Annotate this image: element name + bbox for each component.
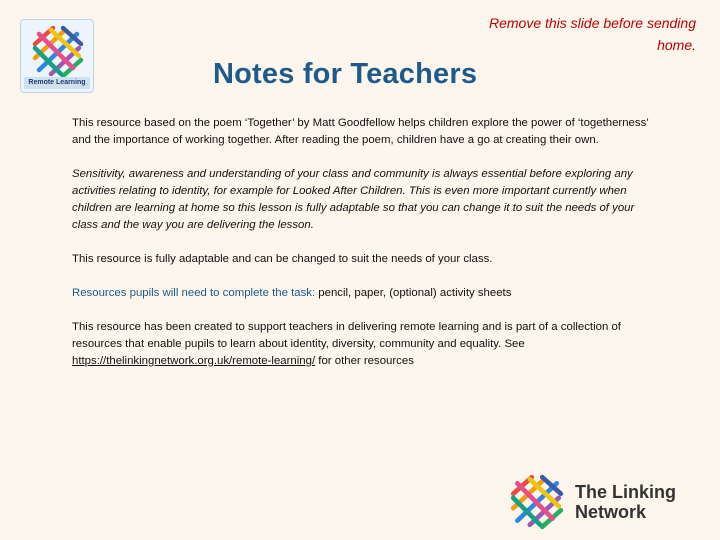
- support-paragraph: [72, 319, 662, 370]
- task-label: Resources pupils will need to complete the task:: [72, 287, 316, 299]
- remote-learning-badge: [20, 19, 94, 93]
- remove-slide-warning: Remove this slide before sending home.: [488, 15, 696, 53]
- sensitivity-paragraph: Sensitivity, awareness and understanding of your class and community is always essential before exploring any activities relating to identity, for example for Looked After Children. This is even more important currently when children are learning at home so this lesson is fully adaptable so that you can change it to suit the needs of your class and the way you are delivering the lesson.: [72, 168, 635, 231]
- footer-logo: [507, 473, 697, 531]
- badge-label: Remote Learning: [24, 77, 90, 89]
- notes-body: [72, 115, 662, 387]
- linking-network-footer-icon: [507, 473, 565, 531]
- linking-network-logo-icon: [29, 24, 85, 80]
- page-title: Notes for Teachers: [213, 58, 478, 90]
- see-suffix: for other resources: [318, 355, 414, 367]
- intro-paragraph: This resource based on the poem ‘Together’ by Matt Goodfellow helps children explore the power of ‘togetherness’ and the importance of working together. After reading the poem, children have a go at creating their own.: [72, 117, 649, 146]
- task-items: pencil, paper, (optional) activity sheets: [318, 287, 512, 299]
- remote-learning-link[interactable]: https://thelinkingnetwork.org.uk/remote-learning/: [72, 355, 316, 367]
- see-prefix: See: [504, 338, 525, 350]
- adaptable-paragraph: This resource is fully adaptable and can be changed to suit the needs of your class.: [72, 253, 493, 265]
- task-paragraph: [72, 285, 662, 302]
- support-text: This resource has been created to support teachers in delivering remote learning and is part of a collection of resources that enable pupils to learn about identity, diversity, community and equality.: [72, 321, 621, 350]
- brand-name: The Linking Network: [575, 482, 676, 522]
